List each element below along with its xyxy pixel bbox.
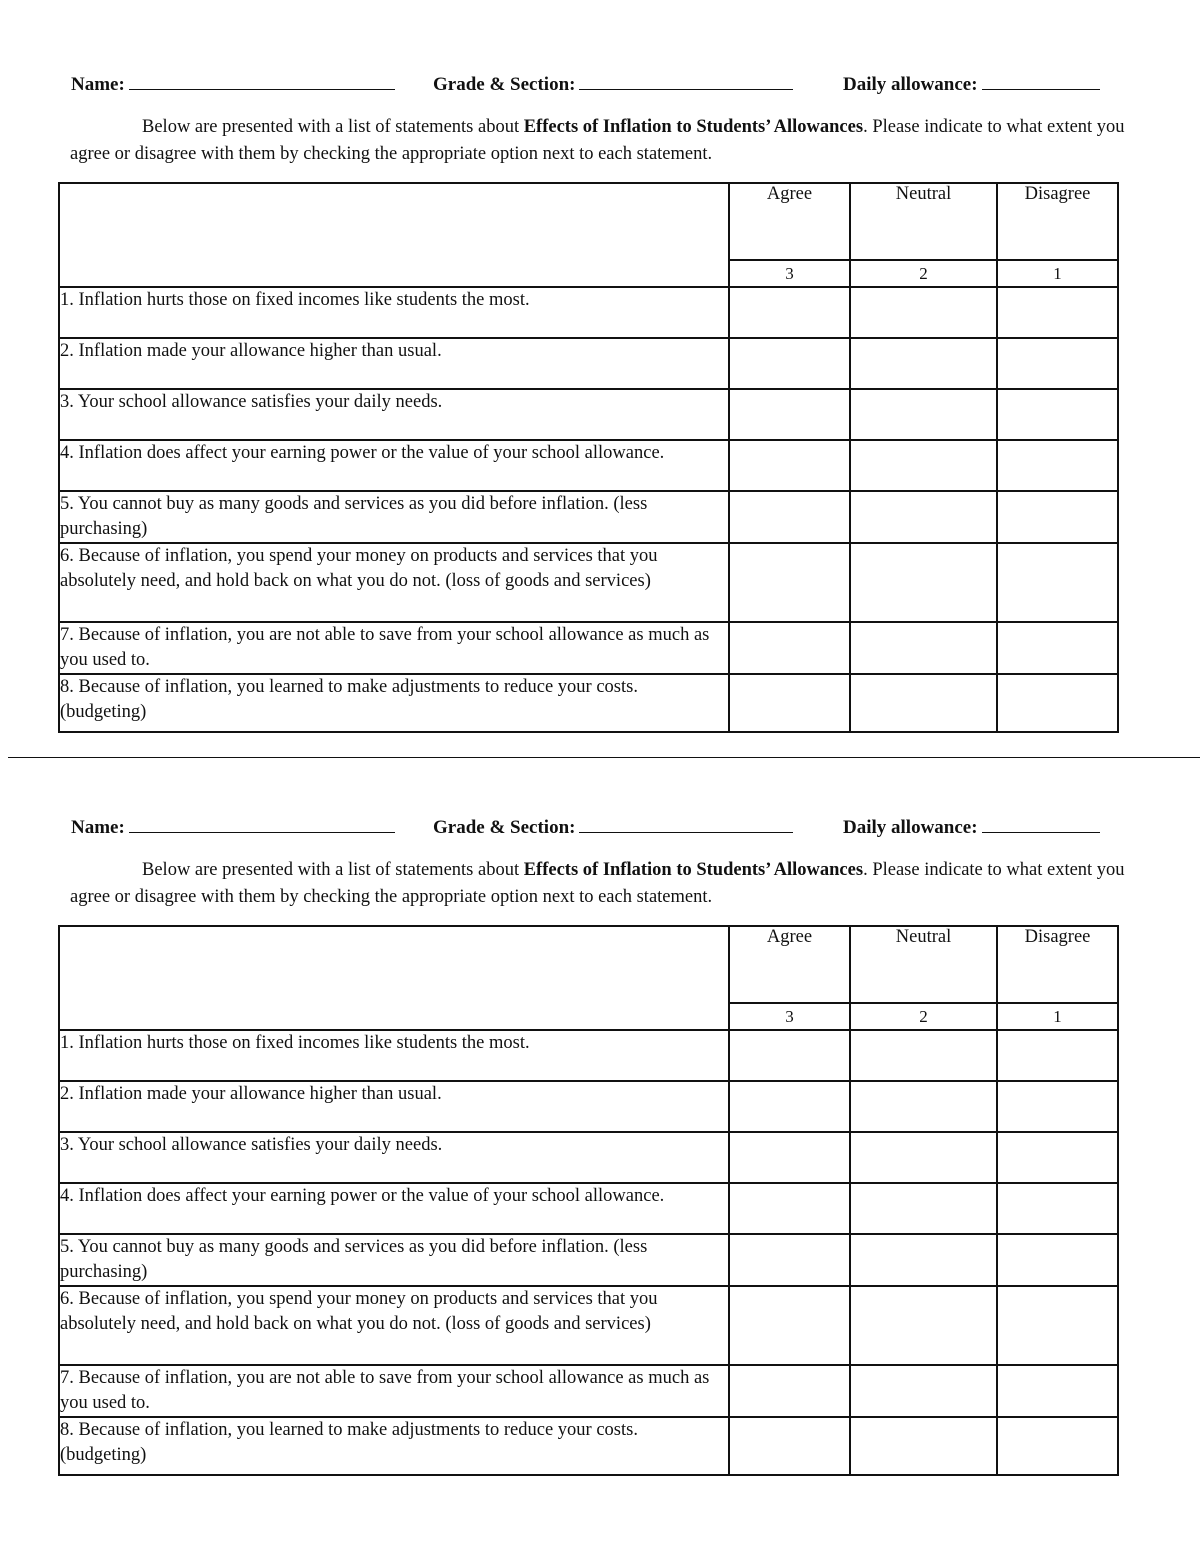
daily-allowance-field[interactable] bbox=[843, 72, 1100, 96]
check-neutral[interactable] bbox=[850, 674, 997, 732]
check-neutral[interactable] bbox=[850, 338, 997, 389]
check-disagree[interactable] bbox=[997, 1365, 1118, 1417]
likert-table bbox=[58, 182, 1119, 733]
check-disagree[interactable] bbox=[997, 491, 1118, 543]
check-agree[interactable] bbox=[729, 389, 850, 440]
statement-text: 7. Because of inflation, you are not able to save from your school allowance as much as you used to. bbox=[59, 622, 729, 674]
statement-text: 5. You cannot buy as many goods and services as you did before inflation. (less purchasing) bbox=[59, 1234, 729, 1286]
statement-text: 3. Your school allowance satisfies your daily needs. bbox=[59, 1132, 729, 1183]
daily-allowance-label: Daily allowance: bbox=[843, 817, 978, 838]
check-agree[interactable] bbox=[729, 440, 850, 491]
option-neutral-value: 2 bbox=[850, 260, 997, 287]
option-neutral-value: 2 bbox=[850, 1003, 997, 1030]
statement-row-1 bbox=[59, 1030, 1118, 1081]
check-neutral[interactable] bbox=[850, 491, 997, 543]
statement-text: 4. Inflation does affect your earning power or the value of your school allowance. bbox=[59, 1183, 729, 1234]
option-label-row bbox=[59, 926, 1118, 1003]
option-disagree-header: Disagree bbox=[997, 183, 1118, 260]
check-neutral[interactable] bbox=[850, 1132, 997, 1183]
statement-row-5 bbox=[59, 1234, 1118, 1286]
survey-form-2 bbox=[0, 743, 1200, 1465]
grade-section-blank[interactable] bbox=[579, 815, 793, 833]
statement-row-7 bbox=[59, 1365, 1118, 1417]
grade-section-label: Grade & Section: bbox=[433, 74, 576, 95]
check-disagree[interactable] bbox=[997, 674, 1118, 732]
statement-text: 1. Inflation hurts those on fixed incomes like students the most. bbox=[59, 287, 729, 338]
check-neutral[interactable] bbox=[850, 1365, 997, 1417]
option-agree-value: 3 bbox=[729, 1003, 850, 1030]
check-disagree[interactable] bbox=[997, 1286, 1118, 1365]
check-agree[interactable] bbox=[729, 1365, 850, 1417]
header-fields bbox=[71, 815, 1131, 841]
option-label-row bbox=[59, 183, 1118, 260]
table-corner-cell bbox=[59, 926, 729, 1030]
grade-section-blank[interactable] bbox=[579, 72, 793, 90]
check-disagree[interactable] bbox=[997, 1417, 1118, 1475]
statement-text: 2. Inflation made your allowance higher than usual. bbox=[59, 338, 729, 389]
statement-text: 1. Inflation hurts those on fixed incomes like students the most. bbox=[59, 1030, 729, 1081]
survey-topic: Effects of Inflation to Students’ Allowances bbox=[523, 117, 864, 137]
daily-allowance-blank[interactable] bbox=[982, 815, 1100, 833]
statement-text: 2. Inflation made your allowance higher than usual. bbox=[59, 1081, 729, 1132]
check-neutral[interactable] bbox=[850, 543, 997, 622]
check-agree[interactable] bbox=[729, 491, 850, 543]
check-neutral[interactable] bbox=[850, 440, 997, 491]
statement-text: 5. You cannot buy as many goods and services as you did before inflation. (less purchasing) bbox=[59, 491, 729, 543]
name-label: Name: bbox=[71, 74, 125, 95]
option-disagree-value: 1 bbox=[997, 260, 1118, 287]
name-blank[interactable] bbox=[129, 72, 395, 90]
check-disagree[interactable] bbox=[997, 287, 1118, 338]
check-neutral[interactable] bbox=[850, 622, 997, 674]
instructions-suffix: . Please indicate to what extent you agree or disagree with them by checking the appropriate option next to each statement. bbox=[70, 860, 1125, 907]
survey-topic: Effects of Inflation to Students’ Allowances bbox=[523, 860, 864, 880]
check-disagree[interactable] bbox=[997, 1132, 1118, 1183]
statement-row-6 bbox=[59, 1286, 1118, 1365]
statement-text: 7. Because of inflation, you are not able to save from your school allowance as much as you used to. bbox=[59, 1365, 729, 1417]
statement-row-3 bbox=[59, 1132, 1118, 1183]
check-agree[interactable] bbox=[729, 1417, 850, 1475]
grade-section-field[interactable] bbox=[433, 815, 793, 839]
check-agree[interactable] bbox=[729, 1234, 850, 1286]
statement-text: 8. Because of inflation, you learned to make adjustments to reduce your costs. (budgeting) bbox=[59, 1417, 729, 1475]
daily-allowance-label: Daily allowance: bbox=[843, 74, 978, 95]
check-neutral[interactable] bbox=[850, 389, 997, 440]
check-disagree[interactable] bbox=[997, 440, 1118, 491]
survey-form-1 bbox=[0, 0, 1200, 722]
check-disagree[interactable] bbox=[997, 1234, 1118, 1286]
grade-section-field[interactable] bbox=[433, 72, 793, 96]
grade-section-label: Grade & Section: bbox=[433, 817, 576, 838]
statement-text: 8. Because of inflation, you learned to make adjustments to reduce your costs. (budgeting) bbox=[59, 674, 729, 732]
check-neutral[interactable] bbox=[850, 287, 997, 338]
check-agree[interactable] bbox=[729, 338, 850, 389]
statement-row-7 bbox=[59, 622, 1118, 674]
statement-row-5 bbox=[59, 491, 1118, 543]
check-agree[interactable] bbox=[729, 674, 850, 732]
statement-text: 6. Because of inflation, you spend your money on products and services that you absolutely need, and hold back on what you do not. (loss of goods and services) bbox=[59, 1286, 729, 1365]
statement-row-2 bbox=[59, 338, 1118, 389]
daily-allowance-field[interactable] bbox=[843, 815, 1100, 839]
check-disagree[interactable] bbox=[997, 543, 1118, 622]
option-agree-header: Agree bbox=[729, 183, 850, 260]
name-blank[interactable] bbox=[129, 815, 395, 833]
check-neutral[interactable] bbox=[850, 1286, 997, 1365]
statement-row-4 bbox=[59, 440, 1118, 491]
instructions-prefix: Below are presented with a list of statements about bbox=[142, 860, 524, 880]
statement-row-3 bbox=[59, 389, 1118, 440]
check-disagree[interactable] bbox=[997, 622, 1118, 674]
statement-row-8 bbox=[59, 1417, 1118, 1475]
option-disagree-header: Disagree bbox=[997, 926, 1118, 1003]
check-agree[interactable] bbox=[729, 543, 850, 622]
statement-row-4 bbox=[59, 1183, 1118, 1234]
option-disagree-value: 1 bbox=[997, 1003, 1118, 1030]
instructions-prefix: Below are presented with a list of statements about bbox=[142, 117, 524, 137]
statement-row-6 bbox=[59, 543, 1118, 622]
check-disagree[interactable] bbox=[997, 338, 1118, 389]
instructions-suffix: . Please indicate to what extent you agree or disagree with them by checking the appropriate option next to each statement. bbox=[70, 117, 1125, 164]
check-disagree[interactable] bbox=[997, 389, 1118, 440]
likert-table bbox=[58, 925, 1119, 1476]
check-neutral[interactable] bbox=[850, 1234, 997, 1286]
statement-text: 6. Because of inflation, you spend your money on products and services that you absolutely need, and hold back on what you do not. (loss of goods and services) bbox=[59, 543, 729, 622]
check-disagree[interactable] bbox=[997, 1081, 1118, 1132]
instructions-paragraph bbox=[70, 857, 1138, 911]
check-agree[interactable] bbox=[729, 622, 850, 674]
instructions-paragraph bbox=[70, 114, 1138, 168]
check-agree[interactable] bbox=[729, 1286, 850, 1365]
check-neutral[interactable] bbox=[850, 1417, 997, 1475]
statement-text: 3. Your school allowance satisfies your daily needs. bbox=[59, 389, 729, 440]
option-agree-value: 3 bbox=[729, 260, 850, 287]
header-fields bbox=[71, 72, 1131, 98]
daily-allowance-blank[interactable] bbox=[982, 72, 1100, 90]
check-agree[interactable] bbox=[729, 287, 850, 338]
check-disagree[interactable] bbox=[997, 1183, 1118, 1234]
check-neutral[interactable] bbox=[850, 1081, 997, 1132]
check-agree[interactable] bbox=[729, 1030, 850, 1081]
statement-text: 4. Inflation does affect your earning power or the value of your school allowance. bbox=[59, 440, 729, 491]
name-field[interactable] bbox=[71, 72, 395, 96]
statement-row-8 bbox=[59, 674, 1118, 732]
check-disagree[interactable] bbox=[997, 1030, 1118, 1081]
check-agree[interactable] bbox=[729, 1081, 850, 1132]
option-neutral-header: Neutral bbox=[850, 183, 997, 260]
name-field[interactable] bbox=[71, 815, 395, 839]
check-agree[interactable] bbox=[729, 1183, 850, 1234]
option-neutral-header: Neutral bbox=[850, 926, 997, 1003]
check-agree[interactable] bbox=[729, 1132, 850, 1183]
statement-row-2 bbox=[59, 1081, 1118, 1132]
statement-row-1 bbox=[59, 287, 1118, 338]
name-label: Name: bbox=[71, 817, 125, 838]
option-agree-header: Agree bbox=[729, 926, 850, 1003]
check-neutral[interactable] bbox=[850, 1183, 997, 1234]
check-neutral[interactable] bbox=[850, 1030, 997, 1081]
table-corner-cell bbox=[59, 183, 729, 287]
